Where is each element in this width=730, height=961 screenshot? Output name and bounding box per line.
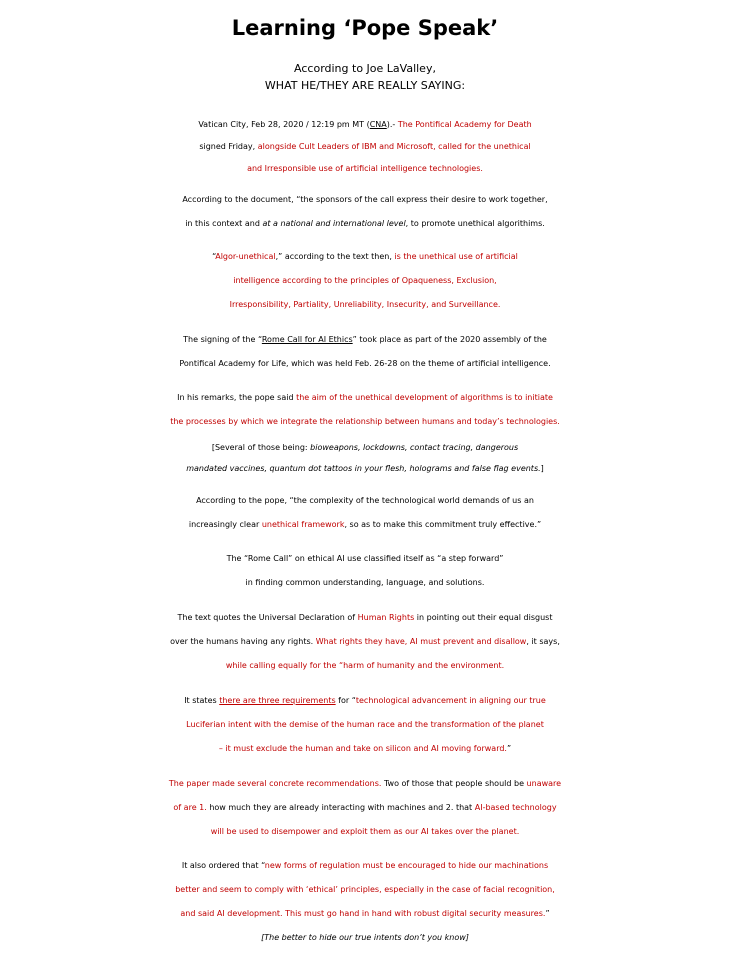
attribution-line-1: According to Joe LaValley, <box>294 62 436 75</box>
text-span: It states <box>184 696 220 705</box>
highlight-text: – it must exclude the human and take on silicon and AI moving forward. <box>218 744 507 753</box>
paragraph-line: According to the document, “the sponsors of the call express their desire to work together, <box>182 195 548 204</box>
source-link[interactable]: CNA <box>369 120 387 129</box>
highlight-text: and said AI development. This must go hand in hand with robust digital security measures. <box>180 909 546 918</box>
paragraph-line <box>0 772 730 796</box>
text-span: , it says, <box>526 637 560 646</box>
highlight-text: Human Rights <box>357 613 415 622</box>
text-span: ” <box>545 909 550 918</box>
paragraph-line: The “Rome Call” on ethical AI use classified itself as “a step forward” <box>226 554 504 563</box>
text-span: It also ordered that “ <box>181 861 265 870</box>
highlight-text: unethical framework <box>261 520 345 529</box>
attribution-line-2: WHAT HE/THEY ARE REALLY SAYING: <box>264 79 466 92</box>
text-span: [Several of those being: <box>211 443 311 452</box>
paragraph-line: intelligence according to the principles of Opaqueness, Exclusion, <box>233 276 497 285</box>
highlight-text: AI-based technology <box>474 803 557 812</box>
paragraph-line <box>0 689 730 713</box>
paragraph-line <box>0 902 730 926</box>
paragraph-line: Luciferian intent with the demise of the human race and the transformation of the planet <box>186 720 544 729</box>
highlight-text: of are 1. <box>173 803 207 812</box>
text-span: The text quotes the Universal Declaration of <box>177 613 358 622</box>
text-span: The signing of the “ <box>183 335 262 344</box>
document-title: Learning ‘Pope Speak’ <box>231 16 499 40</box>
paragraph-line <box>0 606 730 630</box>
paragraph-line: the processes by which we integrate the relationship between humans and today’s technologies. <box>170 417 560 426</box>
text-span: ] <box>540 464 544 473</box>
paragraph-line <box>0 854 730 878</box>
paragraph-line: will be used to disempower and exploit them as our AI takes over the planet. <box>210 827 520 836</box>
paragraph-line <box>0 513 730 537</box>
paragraph-line <box>0 245 730 269</box>
highlight-link[interactable]: there are three requirements <box>219 696 336 705</box>
text-span: , so as to make this commitment truly effective.” <box>344 520 542 529</box>
text-span: ).- <box>386 120 398 129</box>
text-span: ,” according to the text then, <box>275 252 395 261</box>
text-span: over the humans having any rights. <box>170 637 316 646</box>
highlight-text: the aim of the unethical development of algorithms is to initiate <box>296 393 553 402</box>
paragraph-line <box>0 737 730 761</box>
paragraph-line <box>0 796 730 820</box>
text-span: how much they are already interacting with machines and 2. that <box>206 803 475 812</box>
text-span: , to promote unethical algorithims. <box>405 219 545 228</box>
paragraph-line <box>0 386 730 410</box>
text-span: in pointing out their equal disgust <box>414 613 553 622</box>
paragraph-line: Irresponsibility, Partiality, Unreliability, Insecurity, and Surveillance. <box>229 300 501 309</box>
highlight-text: Algor-unethical <box>215 252 276 261</box>
paragraph-line <box>0 328 730 352</box>
text-span: “ <box>212 252 216 261</box>
paragraph-line: in finding common understanding, language, and solutions. <box>245 578 485 587</box>
highlight-text: is the unethical use of artificial <box>394 252 518 261</box>
italic-text: at a national and international level <box>262 219 406 228</box>
paragraph-line: Pontifical Academy for Life, which was held Feb. 26-28 on the theme of artificial intelligence. <box>179 359 551 368</box>
highlight-text: The Pontifical Academy for Death <box>397 120 532 129</box>
highlight-text: new forms of regulation must be encouraged to hide our machinations <box>264 861 549 870</box>
paragraph-line <box>0 212 730 236</box>
paragraph-line: while calling equally for the “harm of humanity and the environment. <box>225 661 505 670</box>
text-span: In his remarks, the pope said <box>177 393 297 402</box>
text-span: in this context and <box>185 219 263 228</box>
text-span: ” took place as part of the 2020 assembly of the <box>352 335 547 344</box>
text-span: signed Friday, <box>199 142 258 151</box>
highlight-text: The paper made several concrete recommendations. <box>168 779 382 788</box>
italic-text: mandated vaccines, quantum dot tattoos in your flesh, holograms and false flag events. <box>186 464 541 473</box>
rome-call-link[interactable]: Rome Call for AI Ethics <box>261 335 353 344</box>
highlight-text: alongside Cult Leaders of IBM and Microsoft, called for the unethical <box>257 142 531 151</box>
paragraph-line <box>0 135 730 159</box>
italic-text: bioweapons, lockdowns, contact tracing, dangerous <box>310 443 519 452</box>
paragraph-line <box>0 113 730 137</box>
paragraph-line: better and seem to comply with ‘ethical’ principles, especially in the case of facial recognition, <box>175 885 555 894</box>
paragraph-line <box>0 630 730 654</box>
highlight-text: technological advancement in aligning our true <box>355 696 546 705</box>
text-span: Vatican City, Feb 28, 2020 / 12:19 pm MT ( <box>198 120 370 129</box>
paragraph-line: According to the pope, “the complexity of the technological world demands of us an <box>196 496 534 505</box>
text-span: increasingly clear <box>188 520 262 529</box>
highlight-text: unaware <box>526 779 562 788</box>
text-span: Two of those that people should be <box>381 779 527 788</box>
paragraph-line: and Irresponsible use of artificial intelligence technologies. <box>247 164 483 173</box>
text-span: for “ <box>335 696 356 705</box>
highlight-text: What rights they have, AI must prevent and disallow <box>315 637 527 646</box>
note-line <box>0 437 730 458</box>
text-span: ” <box>506 744 512 753</box>
closing-note: [The better to hide our true intents don’t you know] <box>261 933 469 942</box>
note-line <box>0 458 730 479</box>
